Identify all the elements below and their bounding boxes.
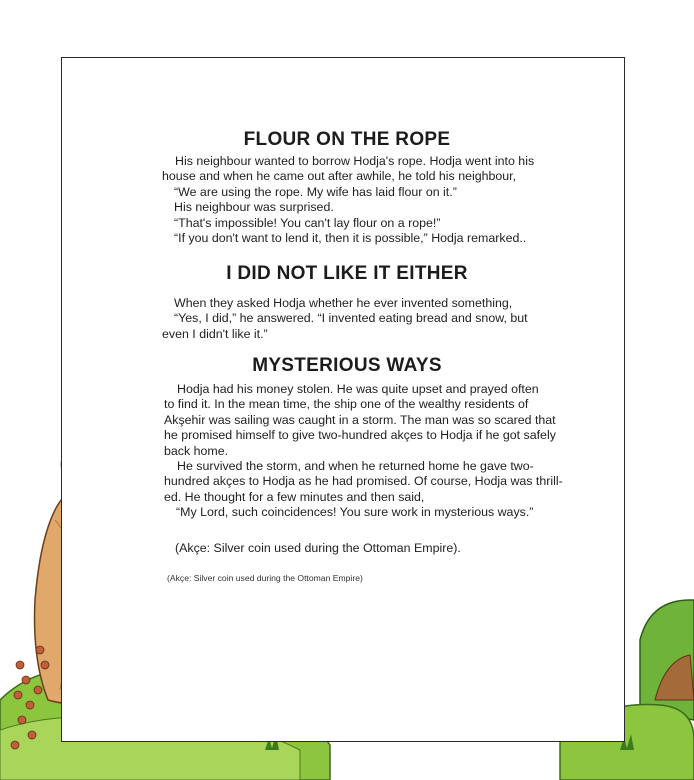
footnote-small: (Akçe: Silver coin used during the Ottoman Empire) <box>167 573 363 583</box>
story-line: to find it. In the mean time, the ship one of the wealthy residents of <box>164 397 529 412</box>
story-line: “My Lord, such coincidences! You sure work in mysterious ways.” <box>176 505 534 520</box>
story-title: FLOUR ON THE ROPE <box>243 129 451 150</box>
story-line: hundred akçes to Hodja as he had promised. Of course, Hodja was thrill- <box>164 474 563 489</box>
story-line: he promised himself to give two-hundred akçes to Hodja if he got safely <box>164 428 556 443</box>
story-line: Hodja had his money stolen. He was quite upset and prayed often <box>177 382 539 396</box>
story-line: ed. He thought for a few minutes and then said, <box>164 489 425 504</box>
story-line: “Yes, I did,” he answered. “I invented eating bread and snow, but <box>174 311 528 326</box>
story-line: house and when he came out after awhile, he told his neighbour, <box>162 169 517 184</box>
footnote: (Akçe: Silver coin used during the Ottoman Empire). <box>175 541 461 555</box>
story-body <box>162 296 560 342</box>
story-line: back home. <box>164 443 229 458</box>
story-line: He survived the storm, and when he returned home he gave two- <box>177 459 534 474</box>
story-line: Akşehir was sailing was caught in a storm. The man was so scared that <box>164 412 556 427</box>
story-line: When they asked Hodja whether he ever invented something, <box>174 296 513 310</box>
story-line: even I didn't like it.” <box>162 326 268 341</box>
story-line: “If you don't want to lend it, then it is possible,” Hodja remarked.. <box>174 231 527 246</box>
story-line: “We are using the rope. My wife has laid flour on it.” <box>174 184 457 199</box>
story-title: I DID NOT LIKE IT EITHER <box>226 263 468 284</box>
story-body <box>162 154 560 246</box>
story-body <box>164 382 564 521</box>
story-line: His neighbour was surprised. <box>174 200 334 215</box>
story-line: “That's impossible! You can't lay flour on a rope!” <box>174 215 441 230</box>
story-title: MYSTERIOUS WAYS <box>252 355 442 376</box>
story-line: His neighbour wanted to borrow Hodja's rope. Hodja went into his <box>175 154 535 168</box>
